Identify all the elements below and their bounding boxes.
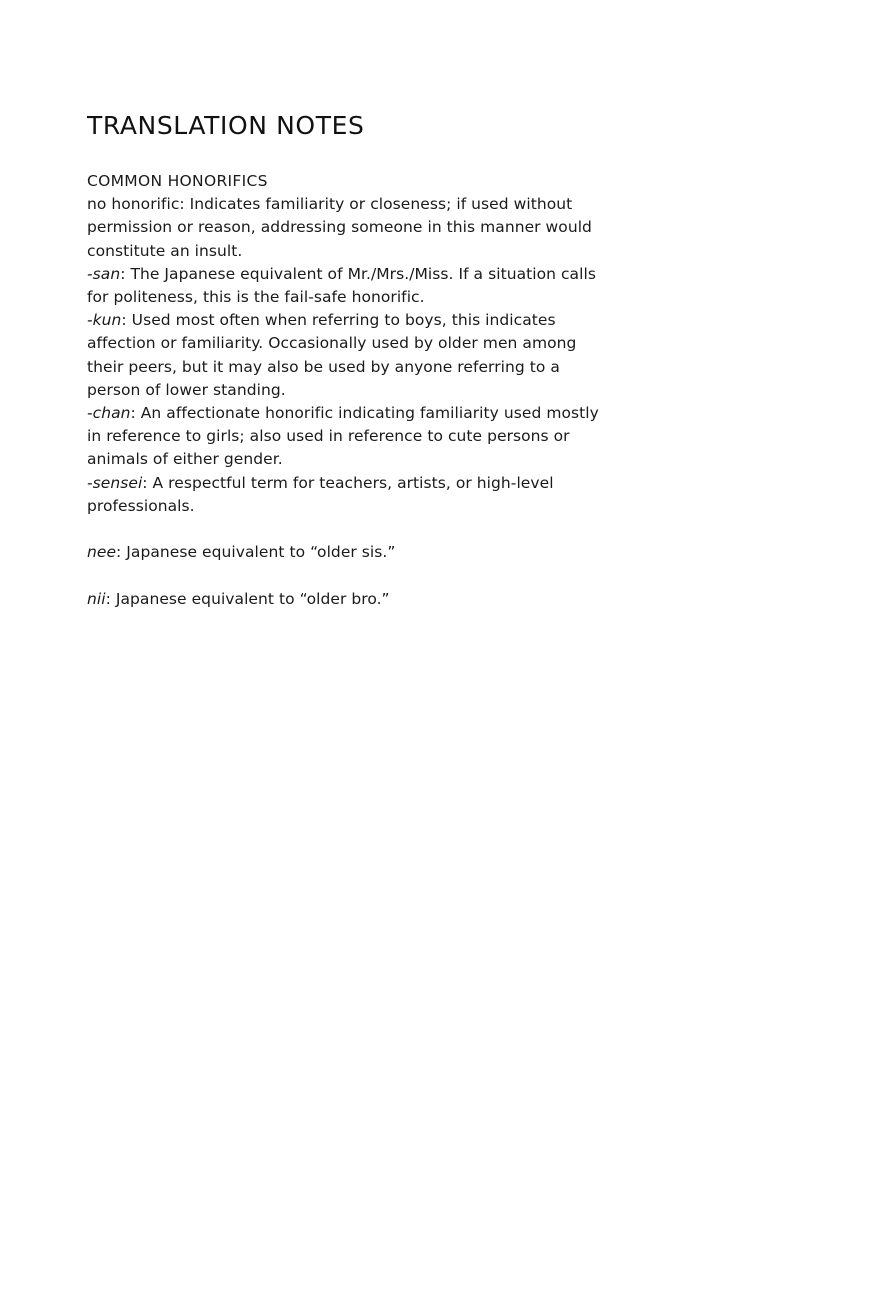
- honorific-term: -sensei: [87, 473, 143, 492]
- honorific-definition: : Used most often when referring to boys, this indicates affection or familiarity. Occasionally used by older men among their peers, but it may also be used by anyone referring to a person of lower standing.: [87, 311, 577, 399]
- section-heading-common-honorifics: COMMON HONORIFICS: [87, 172, 268, 190]
- note-definition: : Japanese equivalent to “older bro.”: [105, 589, 390, 608]
- note-term: nee: [87, 543, 117, 562]
- honorific-definition: : A respectful term for teachers, artists, or high-level professionals.: [87, 473, 554, 515]
- note-entry-nii: [87, 588, 607, 611]
- honorific-entry-none: [87, 193, 607, 263]
- translation-notes-page: [87, 108, 607, 611]
- honorific-entry-kun: [87, 309, 607, 402]
- honorific-term: no honorific: [87, 195, 180, 214]
- note-term: nii: [87, 589, 106, 608]
- honorific-term: -chan: [87, 404, 131, 423]
- honorific-definition: : The Japanese equivalent of Mr./Mrs./Miss. If a situation calls for politeness, this is the fail-safe honorific.: [87, 264, 596, 307]
- honorific-term: -san: [87, 264, 121, 283]
- page-title: TRANSLATION NOTES: [87, 111, 365, 140]
- honorific-entry-sensei: [87, 472, 607, 518]
- honorific-term: -kun: [87, 311, 122, 330]
- note-entry-nee: [87, 541, 607, 564]
- honorific-entry-chan: [87, 402, 607, 472]
- spacer: [87, 518, 607, 541]
- spacer: [87, 564, 607, 587]
- note-definition: : Japanese equivalent to “older sis.”: [116, 543, 396, 562]
- honorific-definition: : An affectionate honorific indicating familiarity used mostly in reference to girls; also used in reference to cute persons or animals of either gender.: [87, 404, 599, 469]
- honorific-entry-san: [87, 263, 607, 309]
- honorific-definition: : Indicates familiarity or closeness; if used without permission or reason, addressing someone in this manner would constitute an insult.: [87, 195, 592, 260]
